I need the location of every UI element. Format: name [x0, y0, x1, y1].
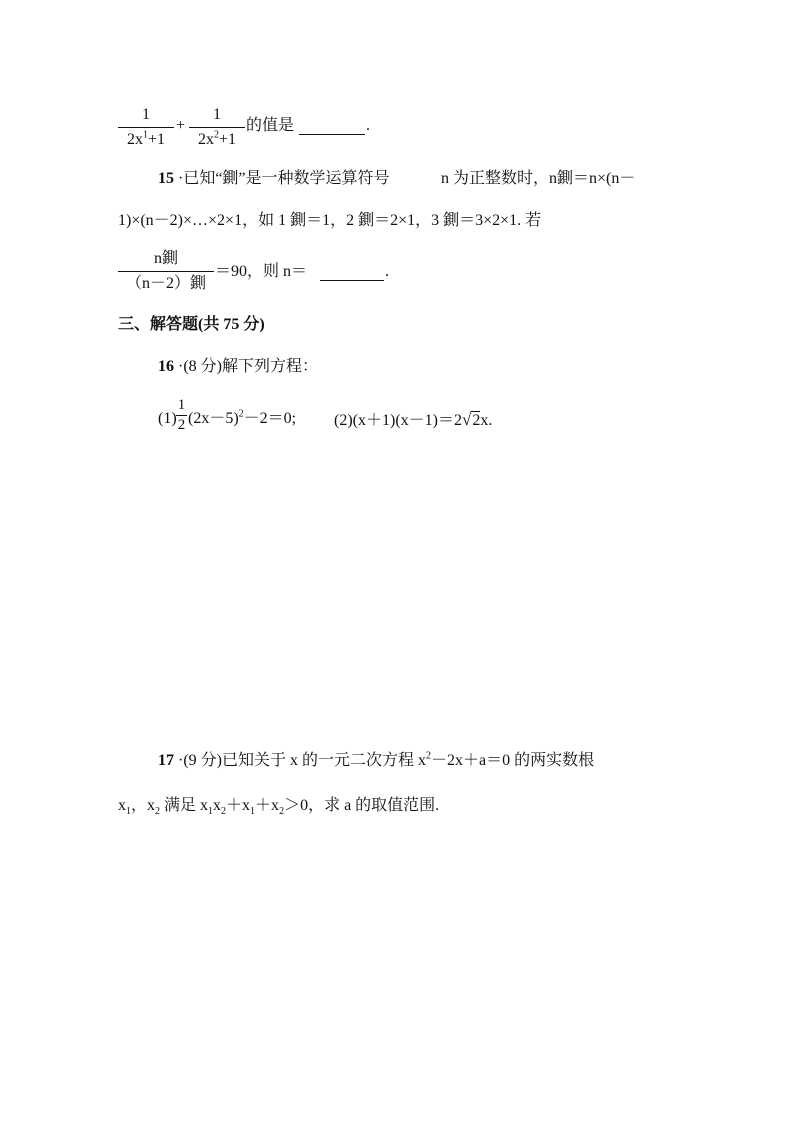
q17-mid: 满足 x — [160, 797, 209, 814]
q15-frac-bar — [118, 271, 214, 272]
q16-part2-equation — [334, 411, 492, 429]
q15-end: . — [385, 263, 389, 280]
q16-text: ·(8 分)解下列方程： — [178, 358, 318, 375]
q14-frac2-denominator — [189, 131, 245, 149]
q16-part2-label: (2)(x＋1)(x－1)＝2 — [334, 412, 462, 429]
q14-answer-blank — [299, 133, 365, 135]
q16-number: 16 — [158, 358, 174, 375]
q16-part1-frac-numerator: 1 — [177, 397, 186, 413]
q14-fraction-1 — [118, 106, 174, 148]
q14-frac2-den-base: 2x — [197, 130, 214, 148]
q14-frac2-den-exp: 2 — [213, 129, 219, 141]
q16-part1-equation — [188, 408, 297, 427]
q17-sub2: 2 — [155, 806, 161, 818]
q16-part2-tail: x. — [480, 412, 493, 429]
sqrt-symbol — [462, 411, 480, 429]
q15-equation: ＝90，则 n＝ — [215, 263, 308, 280]
q17-comma: ，x — [131, 797, 156, 814]
q17-sub5: 1 — [250, 806, 256, 818]
q15-frac-numerator: n鍘 — [153, 250, 178, 267]
q16-part1-tail: －2＝0; — [243, 410, 297, 427]
q16-part1-frac-denominator: 2 — [177, 416, 186, 433]
q14-frac1-bar — [118, 127, 174, 128]
q15-frac-denominator: （n－2）鍘 — [125, 274, 206, 292]
q16-part1-exponent: 2 — [238, 408, 244, 420]
q15-number: 15 — [158, 170, 174, 187]
radical-sign-icon: √ — [461, 410, 472, 429]
q17-line2 — [118, 797, 440, 818]
q17-line1-b: －2x＋a＝0 的两实数根 — [431, 752, 595, 769]
q17-sub3: 1 — [208, 806, 214, 818]
q17-tail: ＞0，求 a 的取值范围. — [284, 797, 440, 814]
q14-frac1-den-tail: +1 — [147, 130, 166, 148]
q15-fraction — [118, 250, 214, 292]
q17-plus1: ＋x — [226, 797, 251, 814]
q17-line1 — [178, 750, 595, 769]
q14-suffix: 的值是 — [246, 117, 295, 134]
q14-frac2-numerator: 1 — [213, 106, 221, 123]
q17-line1-a: ·(9 分)已知关于 x 的一元二次方程 x — [178, 752, 426, 769]
q14-end: . — [366, 117, 370, 134]
q14-frac1-denominator — [118, 131, 174, 149]
q17-x1-base: x — [118, 797, 126, 814]
q16-part1-label: (1) — [158, 410, 177, 427]
q14-frac1-den-base: 2x — [126, 130, 143, 148]
q15-answer-blank — [320, 279, 384, 281]
q14-fraction-2 — [189, 106, 245, 148]
q17-sub4: 2 — [221, 806, 227, 818]
q15-line1-continued: n 为正整数时，n鍘＝n×(n－ — [441, 170, 636, 187]
q14-frac1-den-exp: 1 — [142, 129, 148, 141]
q16-part1-frac-bar — [176, 415, 187, 416]
q17-plus2: ＋x — [255, 797, 280, 814]
q15-line2: 1)×(n－2)×…×2×1，如 1 鍘＝1，2 鍘＝2×1，3 鍘＝3×2×1. 若 — [118, 212, 542, 229]
section-3-title: 三、解答题(共 75 分) — [118, 316, 265, 333]
q17-sub1: 1 — [126, 806, 131, 818]
q17-line1-exp: 2 — [426, 750, 431, 762]
q17-number: 17 — [158, 752, 174, 769]
q16-part1-body: (2x－5) — [188, 410, 239, 427]
q14-frac2-den-tail: +1 — [218, 130, 237, 148]
q14-frac1-numerator: 1 — [142, 106, 150, 123]
q14-frac2-bar — [189, 127, 245, 128]
q14-plus: + — [176, 117, 186, 134]
q15-line1: ·已知“鍘”是一种数学运算符号 — [178, 170, 390, 187]
q17-x: x — [213, 797, 222, 814]
q17-sub6: 2 — [279, 806, 285, 818]
sqrt-radicand: 2 — [472, 412, 481, 429]
q16-part1-fraction — [176, 397, 187, 433]
